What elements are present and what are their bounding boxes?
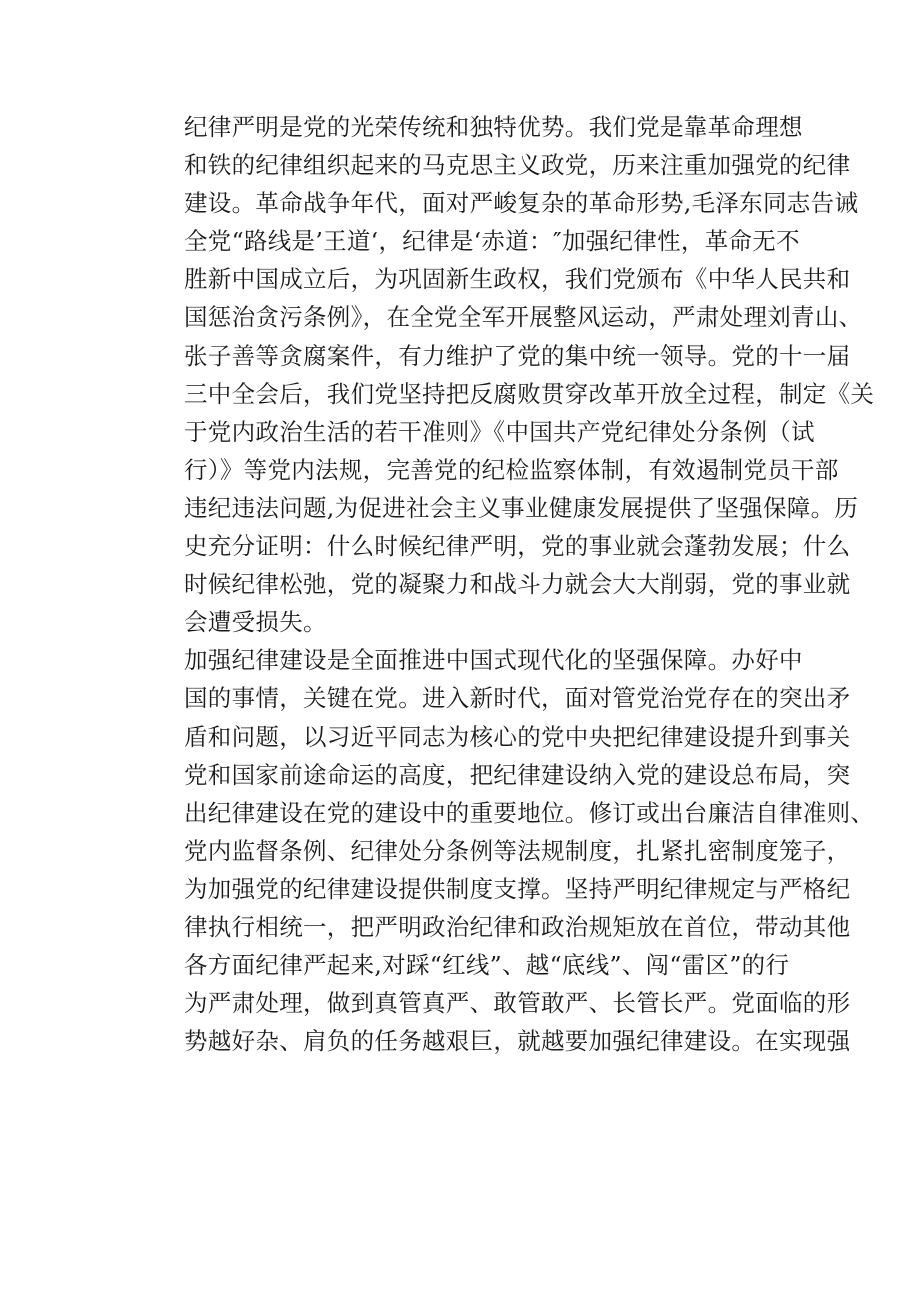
text-line: 国的事情，关键在党。进入新时代，面对管党治党存在的突出矛 bbox=[184, 684, 851, 713]
text-line: 违纪违法问题,为促进社会主义事业健康发展提供了坚强保障。历 bbox=[184, 493, 859, 522]
text-line: 盾和问题，以习近平同志为核心的党中央把纪律建设提升到事关 bbox=[184, 722, 851, 751]
text-line: 会遭受损失。 bbox=[184, 608, 327, 637]
text-line: 纪律严明是党的光荣传统和独特优势。我们党是靠革命理想 bbox=[184, 113, 803, 141]
text-line: 为严肃处理，做到真管真严、敢管敢严、长管长严。党面临的形 bbox=[184, 989, 851, 1018]
text-line: 各方面纪律严起来,对踩“红线”、越“底线”、闯“雷区”的行 bbox=[184, 951, 790, 980]
text-line: 党和国家前途命运的高度，把纪律建设纳入党的建设总布局，突 bbox=[184, 760, 851, 789]
text-line: 律执行相统一，把严明政治纪律和政治规矩放在首位，带动其他 bbox=[184, 912, 851, 941]
text-line: 党内监督条例、纪律处分条例等法规制度，扎紧扎密制度笼子， bbox=[184, 836, 851, 865]
text-line: 于党内政治生活的若干准则》《中国共产党纪律处分条例（试 bbox=[184, 417, 815, 446]
text-line: 势越好杂、肩负的任务越艰巨，就越要加强纪律建设。在实现强 bbox=[184, 1027, 851, 1056]
text-line: 加强纪律建设是全面推进中国式现代化的坚强保障。办好中 bbox=[184, 646, 803, 675]
text-line: 胜新中国成立后，为巩固新生政权，我们党颁布《中华人民共和 bbox=[184, 265, 851, 294]
text-line: 出纪律建设在党的建设中的重要地位。修订或出台廉洁自律准则、 bbox=[184, 798, 875, 827]
text-line: 史充分证明：什么时候纪律严明，党的事业就会蓬勃发展；什么 bbox=[184, 532, 851, 561]
paragraph-discipline-guarantee bbox=[137, 641, 875, 1060]
text-line: 和铁的纪律组织起来的马克思主义政党，历来注重加强党的纪律 bbox=[184, 151, 851, 180]
document-body bbox=[137, 108, 875, 1060]
text-line: 全党“路线是’王道‘，纪律是‘赤道：″加强纪律性，革命无不 bbox=[184, 227, 800, 256]
text-line: 三中全会后，我们党坚持把反腐败贯穿改革开放全过程，制定《关 bbox=[184, 379, 875, 408]
text-line: 为加强党的纪律建设提供制度支撑。坚持严明纪律规定与严格纪 bbox=[184, 874, 851, 903]
text-line: 张子善等贪腐案件，有力维护了党的集中统一领导。党的十一届 bbox=[184, 341, 851, 370]
text-line: 时候纪律松弛，党的凝聚力和战斗力就会大大削弱，党的事业就 bbox=[184, 570, 851, 599]
paragraph-discipline-tradition bbox=[137, 108, 875, 641]
text-line: 国惩治贪污条例》，在全党全军开展整风运动，严肃处理刘青山、 bbox=[184, 303, 863, 332]
text-line: 建设。革命战争年代，面对严峻复杂的革命形势,毛泽东同志告诫 bbox=[184, 189, 859, 218]
text-line: 行）》等党内法规，完善党的纪检监察体制，有效遏制党员干部 bbox=[184, 455, 839, 484]
